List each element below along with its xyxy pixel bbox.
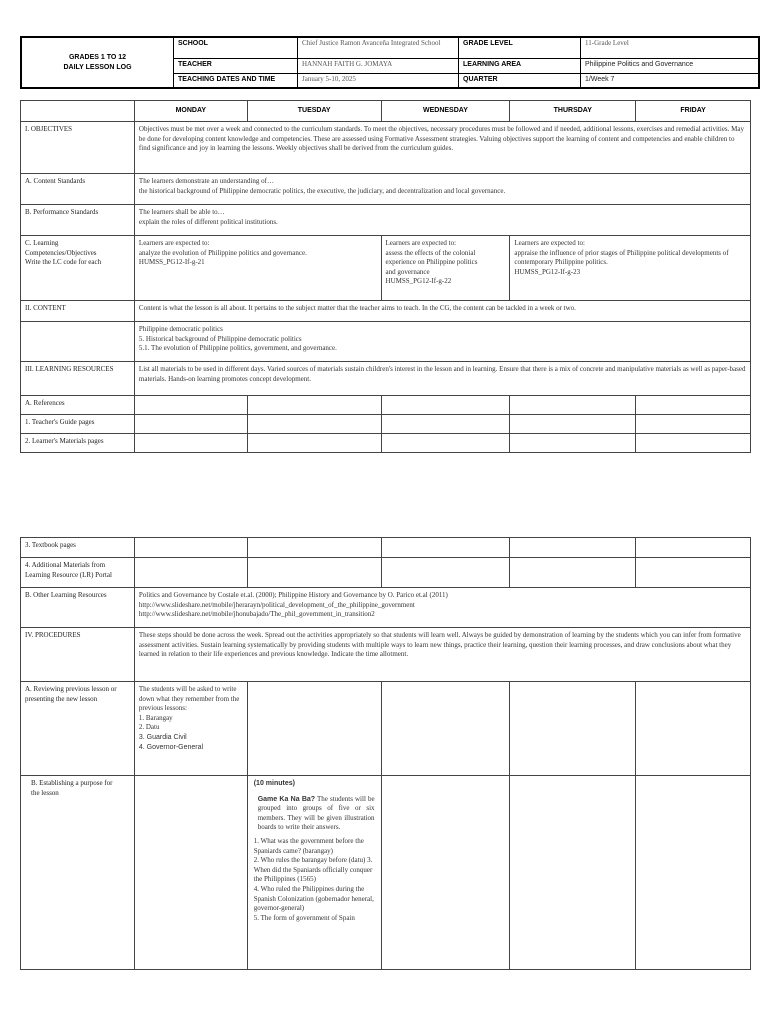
performance-standards-line1: The learners shall be able to…	[138, 208, 225, 216]
other-resources-text	[134, 588, 750, 628]
procedures-label: IV. PROCEDURES	[21, 628, 135, 682]
content-blank-cell	[21, 322, 135, 362]
other-resources-link1[interactable]: http://www.slideshare.net/mobile/jherarayn/political_development_of_the_philippine_government	[138, 600, 415, 609]
dll-title-line2: DAILY LESSON LOG	[63, 63, 132, 71]
review-item: 4. Governor-General	[138, 743, 204, 751]
competencies-thursday-code: HUMSS_PG12-If-g-23	[514, 267, 581, 276]
learning-area-label: LEARNING AREA	[459, 59, 581, 74]
content-topic-line1: Philippine democratic politics	[138, 325, 223, 333]
corner-cell	[21, 101, 135, 122]
competencies-wednesday-code: HUMSS_PG12-If-g-22	[385, 277, 452, 286]
competencies-monday-line2: analyze the evolution of Philippine politics and governance.	[138, 248, 307, 257]
teacher-value: HANNAH FAITH G. JOMAYA	[298, 59, 459, 74]
textbook-pages-label: 3. Textbook pages	[21, 538, 135, 558]
competencies-label-line1: C. Learning	[25, 239, 59, 247]
references-label: A. References	[21, 396, 135, 415]
dll-title-line1: GRADES 1 TO 12	[68, 53, 127, 61]
purpose-question: 1. What was the government before the Spaniards came? (barangay)	[253, 836, 364, 855]
competencies-label-line2: Competencies/Objectives	[25, 248, 97, 257]
review-item: 1. Barangay	[138, 713, 173, 722]
content-topic-line2: 5. Historical background of Philippine democratic politics	[138, 334, 302, 343]
day-wednesday: WEDNESDAY	[381, 101, 510, 122]
purpose-question: 4. Who ruled the Philippines during the Spanish Colonization (gobernador heneral, governor-general)	[253, 884, 374, 913]
quarter-label: QUARTER	[459, 73, 581, 88]
other-resources-line1: Politics and Governance by Costale et.al. (2000); Philippine History and Governance by O. Parico et.al (2011)	[138, 591, 448, 599]
purpose-game	[254, 795, 375, 833]
teaching-dates-value: January 5-10, 2025	[298, 73, 459, 88]
performance-standards-line2: explain the roles of different political institutions.	[138, 217, 278, 226]
header-table	[20, 36, 760, 89]
competencies-thursday	[510, 236, 751, 301]
day-tuesday: TUESDAY	[247, 101, 381, 122]
purpose-time: (10 minutes)	[253, 780, 295, 787]
teachers-guide-label: 1. Teacher's Guide pages	[21, 415, 135, 434]
additional-materials-label: 4. Additional Materials from Learning Resource (LR) Portal	[21, 558, 135, 588]
day-friday: FRIDAY	[636, 101, 751, 122]
grade-level-label: GRADE LEVEL	[459, 37, 581, 59]
review-intro: The students will be asked to write down what they remember from the previous lessons:	[138, 685, 240, 713]
teaching-dates-label: TEACHING DATES AND TIME	[174, 73, 298, 88]
dll-title	[21, 37, 174, 88]
learners-materials-label: 2. Learner's Materials pages	[21, 434, 135, 453]
competencies-wednesday-line1: Learners are expected to:	[385, 239, 457, 247]
purpose-tuesday	[247, 776, 381, 970]
grade-level-value: 11-Grade Level	[581, 37, 760, 59]
lesson-log-table	[20, 100, 751, 453]
review-item: 2. Datu	[138, 723, 160, 732]
competencies-wednesday-line2: assess the effects of the colonial experience on Philippine politics	[385, 248, 478, 267]
content-label: II. CONTENT	[21, 301, 135, 322]
content-standards-line2: the historical background of Philippine democratic politics, the executive, the judiciary, and decentralization and local governance.	[138, 186, 506, 195]
competencies-label-line3: Write the LC code for each	[25, 258, 102, 267]
content-standards-line1: The learners demonstrate an understanding of…	[138, 177, 275, 185]
learning-area-value: Philippine Politics and Governance	[581, 59, 760, 74]
competencies-label	[21, 236, 135, 301]
quarter-value: 1/Week 7	[581, 73, 760, 88]
competencies-thursday-line2: appraise the influence of prior stages of Philippine political developments of contemporary Philippine politics.	[514, 248, 729, 267]
content-standards-label: A. Content Standards	[21, 174, 135, 205]
day-thursday: THURSDAY	[510, 101, 636, 122]
competencies-wednesday	[381, 236, 510, 301]
performance-standards-label: B. Performance Standards	[21, 205, 135, 236]
purpose-question: 5. The form of government of Spain	[253, 913, 355, 922]
day-monday: MONDAY	[134, 101, 247, 122]
purpose-question: 2. Who rules the barangay before (datu) 3. When did the Spaniards officially conquer the Philippines (1565)	[253, 856, 373, 884]
performance-standards-text	[134, 205, 750, 236]
purpose-label: B. Establishing a purpose for the lesson	[21, 776, 135, 970]
competencies-monday	[134, 236, 381, 301]
competencies-monday-code: HUMSS_PG12-If-g-21	[138, 258, 205, 267]
school-label: SCHOOL	[174, 37, 298, 59]
competencies-wednesday-line3: and governance	[385, 267, 430, 276]
objectives-label: I. OBJECTIVES	[21, 122, 135, 174]
school-value: Chief Justice Ramon Avanceña Integrated School	[298, 37, 459, 59]
competencies-thursday-line1: Learners are expected to:	[514, 239, 585, 247]
teacher-label: TEACHER	[174, 59, 298, 74]
review-item: 3. Guardia Civil	[138, 733, 187, 741]
other-resources-label: B. Other Learning Resources	[21, 588, 135, 628]
learning-resources-text: List all materials to be used in different days. Varied sources of materials sustain children's interest in the lesson and in learning. Ensure that there is a mix of concrete and manipulative materials as well as paper-based materials. Hands-on learning promotes concept development.	[134, 362, 750, 396]
review-lesson-monday	[134, 682, 247, 776]
learning-resources-label: III. LEARNING RESOURCES	[21, 362, 135, 396]
content-topics	[134, 322, 750, 362]
lesson-log-table-continued	[20, 537, 751, 970]
review-lesson-label: A. Reviewing previous lesson or presenting the new lesson	[21, 682, 135, 776]
competencies-monday-line1: Learners are expected to:	[138, 239, 210, 247]
objectives-text: Objectives must be met over a week and connected to the curriculum standards. To meet the objectives, necessary procedures must be followed and if needed, additional lessons, exercises and remedial activities. May be done for developing content knowledge and competencies. These are assessed using Formative Assessment strategies. Valuing objectives support the learning of content and competencies and enable children to find significance and joy in learning the lessons. Weekly objectives shall be derived from the curriculum guides.	[134, 122, 750, 174]
content-guidance-text: Content is what the lesson is all about. It pertains to the subject matter that the teacher aims to teach. In the CG, the content can be tackled in a week or two.	[134, 301, 750, 322]
content-topic-line3: 5.1. The evolution of Philippine politics, government, and governance.	[138, 344, 337, 353]
content-standards-text	[134, 174, 750, 205]
purpose-game-title: Game Ka Na Ba?	[257, 795, 316, 803]
purpose-game-text: The students will be grouped into groups of five or six members. They will be given illustration boards to write their answers.	[257, 794, 375, 832]
other-resources-link2[interactable]: http://www.slideshare.net/mobile/jhonubajado/The_phil_government_in_transition2	[138, 610, 375, 619]
procedures-text: These steps should be done across the week. Spread out the activities appropriately so that students will learn well. Always be guided by demonstration of learning by the students which you can infer from formative assessment activities. Sustain learning systematically by providing students with multiple ways to learn new things, practice their learning, question their learning processes, and draw conclusions about what they learned in relation to their life experiences and previous knowledge. Indicate the time allotment.	[134, 628, 750, 682]
